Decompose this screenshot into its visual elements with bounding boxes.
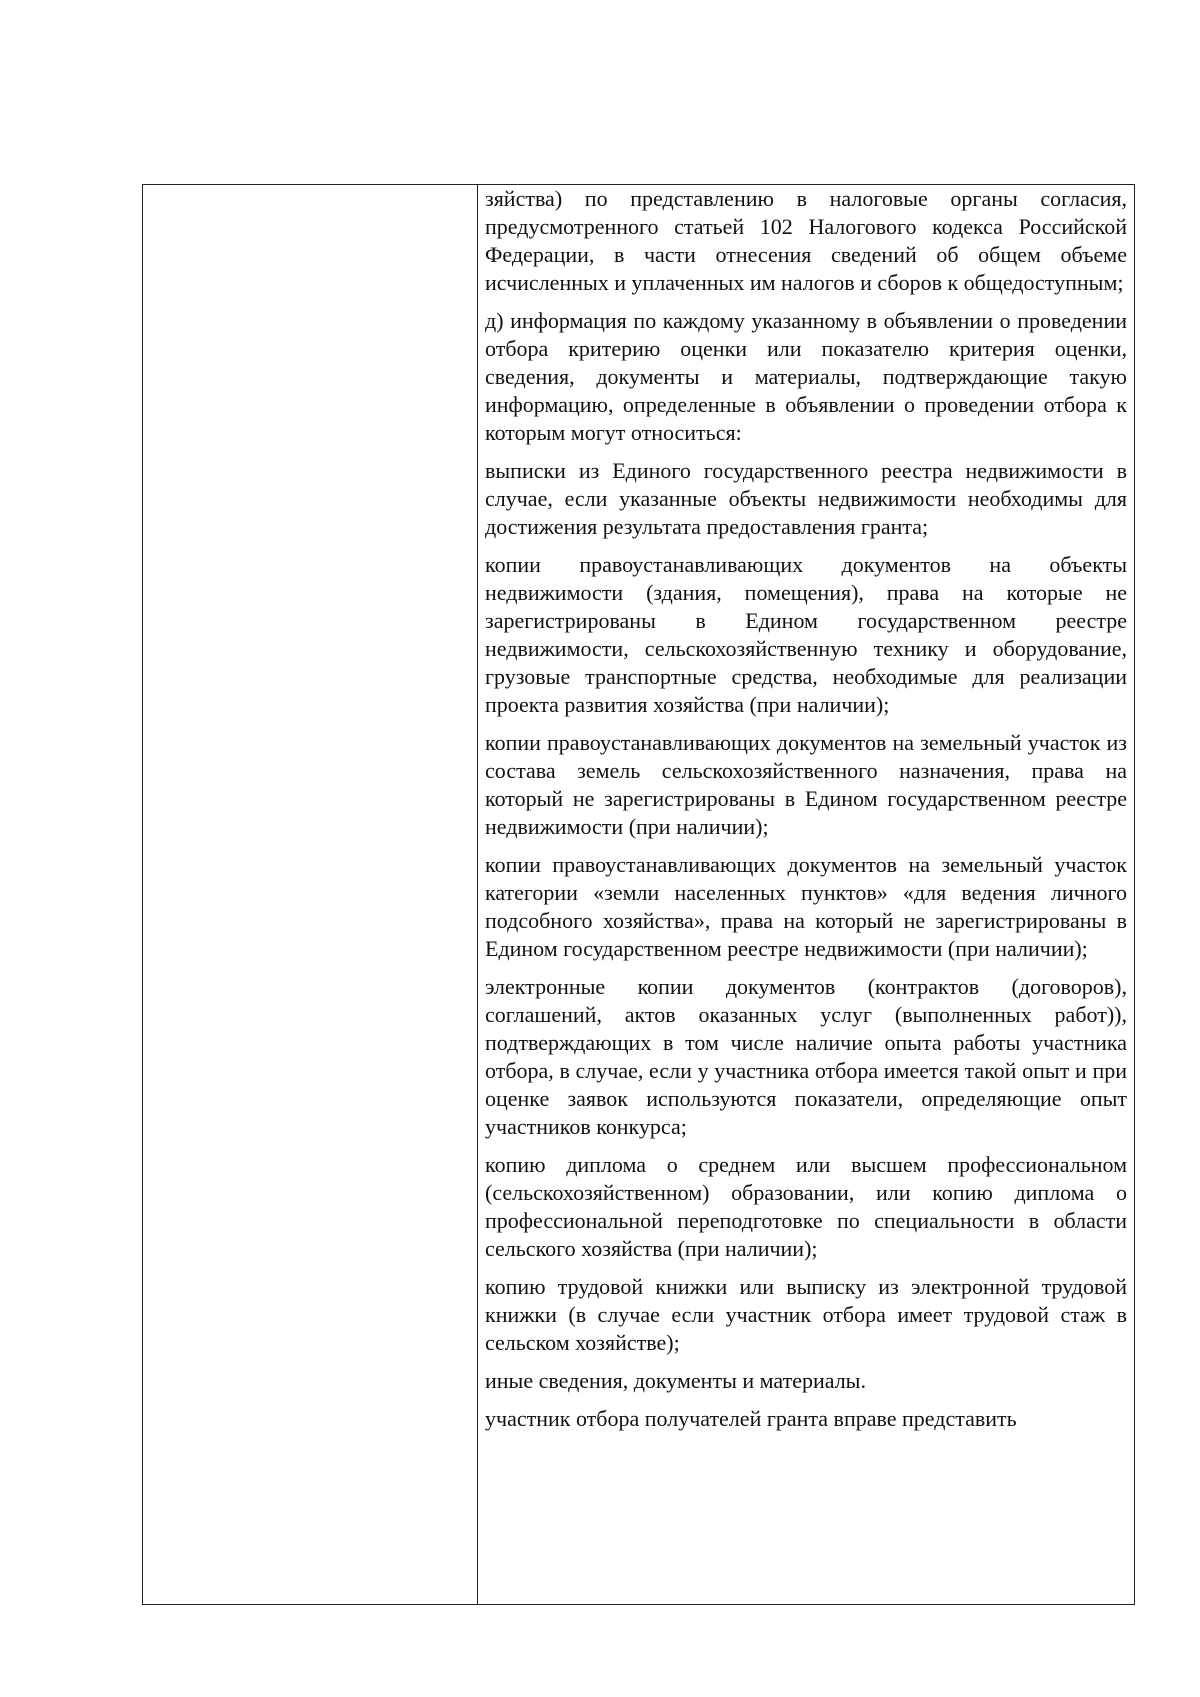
paragraph: иные сведения, документы и материалы. [485, 1368, 866, 1393]
paragraph: копию диплома о среднем или высшем профессиональном (сельскохозяйственном) образовании, или копию диплома о профессиональной переподготовке по специальности в области сельского хозяйства (при наличии); [485, 1152, 1127, 1261]
paragraph: копии правоустанавливающих документов на земельный участок категории «земли населенных пунктов» «для ведения личного подсобного хозяйства», права на который не зарегистрированы в Едином государственном реестре недвижимости (при наличии); [485, 852, 1127, 961]
column-divider [477, 185, 478, 1604]
table-right-cell [485, 185, 1127, 1604]
table-left-cell [143, 185, 477, 1604]
paragraph: копии правоустанавливающих документов на объекты недвижимости (здания, помещения), права на которые не зарегистрированы в Едином государственном реестре недвижимости, сельскохозяйственную технику и оборудование, грузовые транспортные средства, необходимые для реализации проекта развития хозяйства (при наличии); [485, 552, 1127, 717]
paragraph: копии правоустанавливающих документов на земельный участок из состава земель сельскохозяйственного назначения, права на который не зарегистрированы в Едином государственном реестре недвижимости (при наличии); [485, 730, 1127, 839]
paragraph: электронные копии документов (контрактов (договоров), соглашений, актов оказанных услуг (выполненных работ)), подтверждающих в том числе наличие опыта работы участника отбора, в случае, если у участника отбора имеется такой опыт и при оценке заявок используются показатели, определяющие опыт участников конкурса; [485, 974, 1127, 1139]
paragraph: д) информация по каждому указанному в объявлении о проведении отбора критерию оценки или показателю критерия оценки, сведения, документы и материалы, подтверждающие такую информацию, определенные в объявлении о проведении отбора к которым могут относиться: [485, 308, 1127, 445]
paragraph: выписки из Единого государственного реестра недвижимости в случае, если указанные объекты недвижимости необходимы для достижения результата предоставления гранта; [485, 458, 1127, 539]
paragraph: копию трудовой книжки или выписку из электронной трудовой книжки (в случае если участник отбора имеет трудовой стаж в сельском хозяйстве); [485, 1274, 1127, 1355]
paragraph: участник отбора получателей гранта вправе представить [485, 1406, 1017, 1431]
document-table [142, 184, 1135, 1605]
paragraph: зяйства) по представлению в налоговые органы согласия, предусмотренного статьей 102 Налогового кодекса Российской Федерации, в части отнесения сведений об общем объеме исчисленных и уплаченных им налогов и сборов к общедоступным; [485, 186, 1127, 295]
